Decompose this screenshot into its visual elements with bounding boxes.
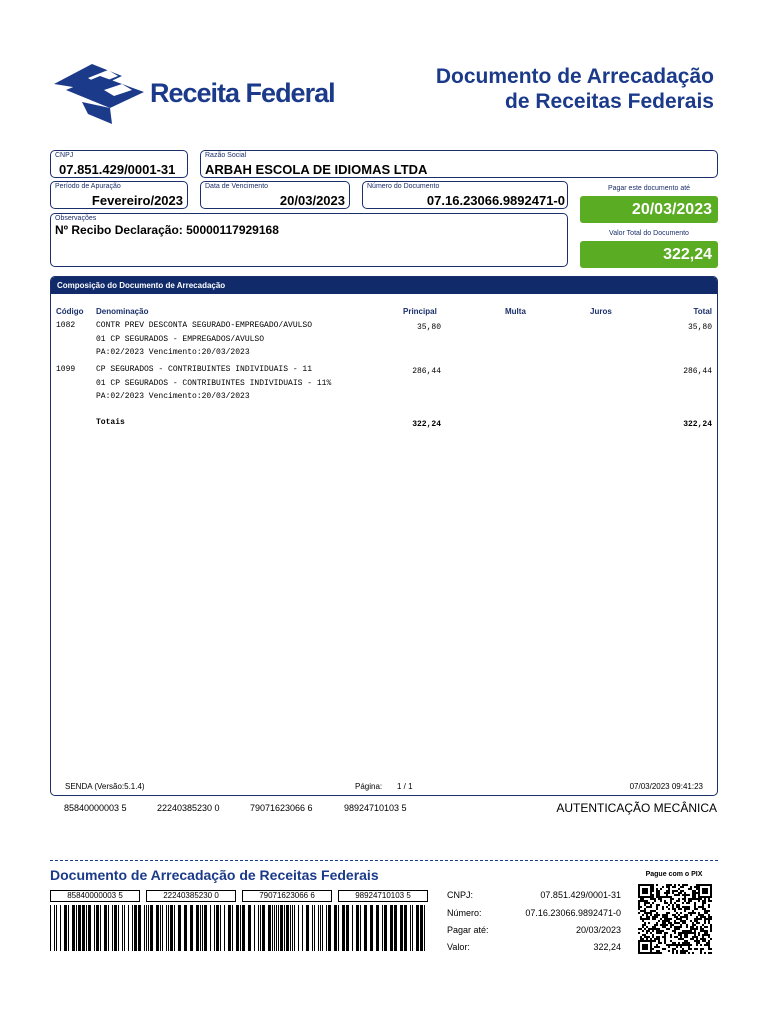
barcode-bar	[202, 905, 203, 951]
barcode-bar	[268, 905, 271, 951]
barcode-bar	[200, 905, 201, 951]
barcode-bar	[174, 905, 175, 951]
barcode-bar	[322, 905, 323, 951]
barcode-bar	[400, 905, 403, 951]
barcode-bar	[124, 905, 125, 951]
barcode-bar	[60, 905, 61, 951]
stub-code-4: 98924710103 5	[338, 890, 428, 902]
row1-line1: CONTR PREV DESCONTA SEGURADO-EMPREGADO/AVULSO	[96, 321, 313, 330]
barcode-bar	[210, 905, 211, 951]
cut-line	[50, 860, 718, 861]
barcode-bar	[86, 905, 87, 951]
barcode-bar	[162, 905, 163, 951]
barcode-bar	[204, 905, 207, 951]
barcode-bar	[228, 905, 231, 951]
barcode-bar	[334, 905, 337, 951]
barcode-bar	[382, 905, 383, 951]
stub-valor-label: Valor:	[447, 942, 470, 952]
totals-principal: 322,24	[412, 420, 441, 429]
observacoes-value: Nº Recibo Declaração: 50000117929168	[55, 223, 279, 237]
barcode-bar	[148, 905, 149, 951]
barcode-bar	[376, 905, 379, 951]
header-multa: Multa	[505, 307, 526, 316]
periodo-box	[50, 181, 188, 209]
barcode-bar	[302, 905, 303, 951]
barcode-bar	[108, 905, 109, 951]
barcode-bar	[424, 905, 425, 951]
row1-principal: 35,80	[416, 323, 441, 332]
razao-social-value: ARBAH ESCOLA DE IDIOMAS LTDA	[205, 162, 428, 177]
barcode-bar	[166, 905, 167, 951]
barcode-bar	[346, 905, 349, 951]
barcode-bar	[54, 905, 55, 951]
barcode-bar	[76, 905, 77, 951]
barcode-bar	[420, 905, 423, 951]
barcode-bar	[122, 905, 123, 951]
title-line-1: Documento de Arrecadação	[435, 65, 714, 88]
barcode-bar	[132, 905, 133, 951]
barcode-bar	[306, 905, 309, 951]
barcode-bar	[100, 905, 101, 951]
code-segment-4: 98924710103 5	[344, 803, 407, 813]
stub-code-1: 85840000003 5	[50, 890, 140, 902]
barcode-bar	[404, 905, 407, 951]
header-total: Total	[693, 307, 712, 316]
barcode-bar	[394, 905, 397, 951]
barcode-bar	[290, 905, 291, 951]
code-segment-2: 22240385230 0	[157, 803, 220, 813]
barcode-bar	[138, 905, 141, 951]
barcode-bar	[242, 905, 245, 951]
barcode-bar	[260, 905, 261, 951]
barcode-bar	[236, 905, 239, 951]
barcode-bar	[370, 905, 373, 951]
row2-codigo: 1099	[56, 365, 76, 374]
barcode-bar	[112, 905, 113, 951]
pagar-ate-value: 20/03/2023	[580, 196, 718, 223]
row2-line2: 01 CP SEGURADOS - CONTRIBUINTES INDIVIDUAIS - 11%	[96, 379, 332, 388]
barcode-bar	[196, 905, 199, 951]
barcode-bar	[390, 905, 393, 951]
barcode-bar	[410, 905, 411, 951]
barcode-bar	[292, 905, 293, 951]
barcode-bar	[262, 905, 265, 951]
barcode-bar	[78, 905, 81, 951]
row1-codigo: 1082	[56, 321, 76, 330]
receita-federal-logo-icon	[52, 62, 148, 126]
pix-qr-code-icon[interactable]	[638, 884, 712, 954]
barcode-bar	[146, 905, 147, 951]
header-codigo: Código	[56, 307, 84, 316]
barcode-bar	[144, 905, 145, 951]
barcode-bar	[254, 905, 255, 951]
stub-valor-value: 322,24	[593, 942, 621, 952]
barcode-bar	[156, 905, 159, 951]
barcode-bar	[326, 905, 327, 951]
stub-pagar-label: Pagar até:	[447, 925, 489, 935]
barcode-bar	[342, 905, 345, 951]
barcode-bar	[68, 905, 69, 951]
barcode-bar	[276, 905, 277, 951]
footer-system: SENDA (Versão:5.1.4)	[65, 782, 145, 791]
barcode-bar	[178, 905, 181, 951]
barcode-bar	[360, 905, 361, 951]
stub-numero-value: 07.16.23066.9892471-0	[525, 908, 621, 918]
code-segment-3: 79071623066 6	[250, 803, 313, 813]
row1-line2: 01 CP SEGURADOS - EMPREGADOS/AVULSO	[96, 335, 265, 344]
barcode-bar	[338, 905, 339, 951]
barcode-bar	[320, 905, 321, 951]
barcode-bar	[114, 905, 117, 951]
footer-datetime: 07/03/2023 09:41:23	[629, 782, 703, 791]
barcode-bar	[150, 905, 153, 951]
barcode-bar	[384, 905, 387, 951]
stub-code-3: 79071623066 6	[242, 890, 332, 902]
observacoes-label: Observações	[55, 215, 97, 222]
document-title	[436, 64, 714, 114]
barcode-bar	[128, 905, 129, 951]
barcode-bar	[364, 905, 367, 951]
barcode-bar	[50, 905, 51, 951]
cnpj-label: CNPJ	[55, 152, 74, 159]
footer-page: 1 / 1	[397, 782, 413, 791]
autenticacao-mecanica: AUTENTICAÇÃO MECÂNICA	[556, 801, 717, 815]
barcode-bar	[224, 905, 225, 951]
barcode-bar	[352, 905, 353, 951]
barcode-bar	[72, 905, 75, 951]
periodo-value: Fevereiro/2023	[91, 193, 183, 208]
razao-social-box	[200, 150, 718, 178]
stub-cnpj-label: CNPJ:	[447, 890, 474, 900]
valor-total-value: 322,24	[580, 241, 718, 268]
valor-total-label: Valor Total do Documento	[609, 230, 689, 237]
header-denominacao: Denominação	[96, 307, 149, 316]
barcode-bar	[248, 905, 251, 951]
numero-documento-box	[362, 181, 568, 209]
barcode-bar	[312, 905, 313, 951]
barcode-bar	[258, 905, 259, 951]
row2-principal: 286,44	[412, 367, 441, 376]
barcode-bar	[328, 905, 331, 951]
barcode-bar	[232, 905, 233, 951]
vencimento-box	[200, 181, 350, 209]
barcode	[50, 905, 430, 951]
barcode-bar	[56, 905, 57, 951]
barcode-bar	[278, 905, 279, 951]
barcode-bar	[118, 905, 119, 951]
barcode-bar	[88, 905, 91, 951]
code-segment-1: 85840000003 5	[64, 803, 127, 813]
barcode-bar	[216, 905, 219, 951]
composition-title: Composição do Documento de Arrecadação	[51, 277, 717, 294]
barcode-bar	[286, 905, 289, 951]
vencimento-label: Data de Vencimento	[205, 183, 269, 190]
pix-label: Pague com o PIX	[645, 871, 703, 878]
barcode-bar	[168, 905, 169, 951]
barcode-bar	[318, 905, 319, 951]
row2-line3: PA:02/2023 Vencimento:20/03/2023	[96, 392, 250, 401]
barcode-bar	[294, 905, 295, 951]
logo-text: Receita Federal	[150, 78, 335, 108]
barcode-bar	[280, 905, 283, 951]
barcode-bar	[64, 905, 67, 951]
barcode-bar	[82, 905, 85, 951]
barcode-bar	[190, 905, 193, 951]
barcode-bar	[314, 905, 315, 951]
stub-numero-label: Número:	[447, 908, 482, 918]
periodo-label: Período de Apuração	[55, 183, 121, 190]
barcode-bar	[184, 905, 187, 951]
stub-title: Documento de Arrecadação de Receitas Federais	[50, 867, 379, 883]
barcode-bar	[284, 905, 285, 951]
header-principal: Principal	[403, 307, 437, 316]
numero-documento-label: Número do Documento	[367, 183, 440, 190]
barcode-bar	[96, 905, 99, 951]
razao-social-label: Razão Social	[205, 152, 247, 159]
observacoes-box	[50, 213, 568, 267]
barcode-bar	[94, 905, 95, 951]
barcode-bar	[170, 905, 173, 951]
row1-line3: PA:02/2023 Vencimento:20/03/2023	[96, 348, 250, 357]
cnpj-box	[50, 150, 188, 178]
vencimento-value: 20/03/2023	[279, 193, 345, 208]
barcode-bar	[274, 905, 275, 951]
row2-line1: CP SEGURADOS - CONTRIBUINTES INDIVIDUAIS - 11	[96, 365, 313, 374]
barcode-bar	[412, 905, 413, 951]
title-line-2: de Receitas Federais	[505, 90, 714, 113]
barcode-bar	[214, 905, 215, 951]
barcode-bar	[104, 905, 107, 951]
cnpj-value: 07.851.429/0001-31	[59, 162, 176, 177]
barcode-bar	[416, 905, 419, 951]
barcode-bar	[356, 905, 359, 951]
stub-pagar-value: 20/03/2023	[575, 925, 621, 935]
composition-section	[50, 276, 718, 796]
totals-label: Totais	[96, 418, 125, 427]
header-juros: Juros	[590, 307, 612, 316]
totals-total: 322,24	[683, 420, 712, 429]
footer-page-label: Página:	[355, 782, 383, 791]
row1-total: 35,80	[687, 323, 712, 332]
barcode-bar	[134, 905, 137, 951]
barcode-bar	[220, 905, 221, 951]
barcode-bar	[298, 905, 299, 951]
barcode-bar	[160, 905, 161, 951]
barcode-bar	[272, 905, 273, 951]
barcode-bar	[240, 905, 241, 951]
pagar-ate-label: Pagar este documento até	[607, 185, 691, 192]
numero-documento-value: 07.16.23066.9892471-0	[426, 193, 565, 208]
row2-total: 286,44	[683, 367, 712, 376]
stub-cnpj-value: 07.851.429/0001-31	[540, 890, 621, 900]
stub-code-2: 22240385230 0	[146, 890, 236, 902]
